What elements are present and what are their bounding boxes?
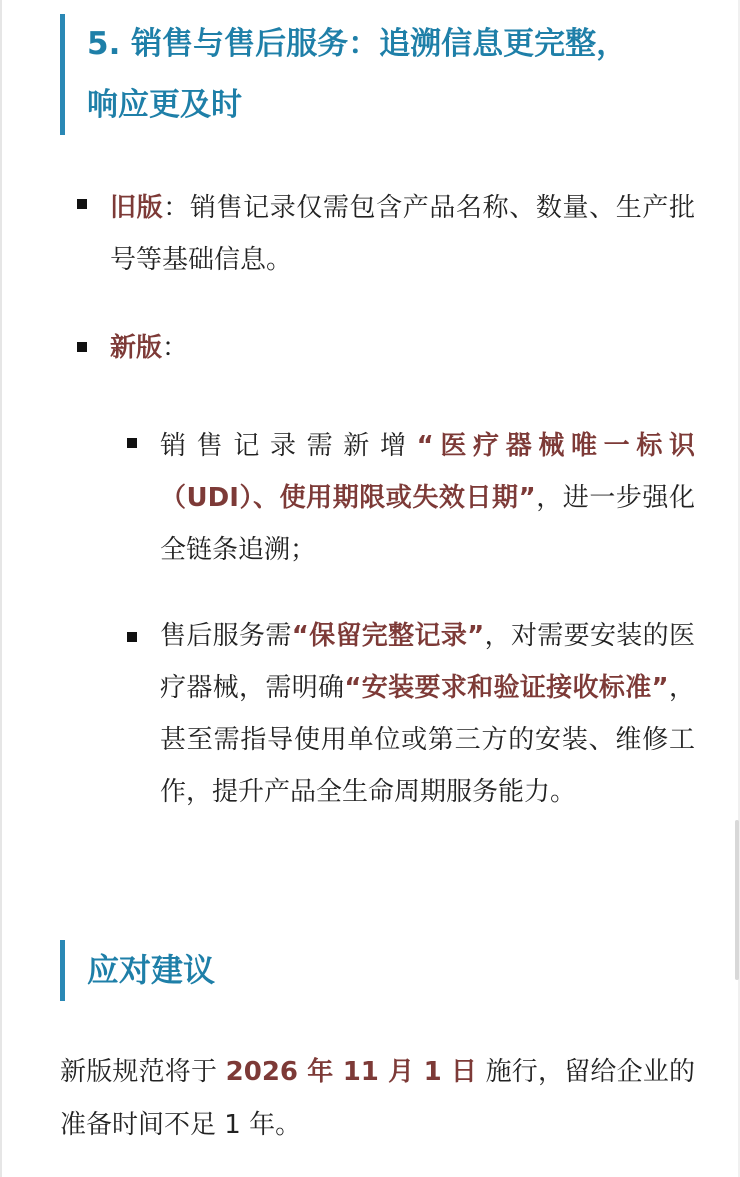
bullet-square-icon [127, 438, 137, 448]
bullet-square-icon [127, 632, 137, 642]
section-heading-line2: 响应更及时 [87, 87, 242, 123]
old-version-label: 旧版 [110, 193, 164, 223]
sub-list-item-sales-record [160, 420, 695, 576]
after-sales-highlight-records: “保留完整记录” [291, 621, 485, 651]
advice-paragraph [60, 1046, 695, 1152]
after-sales-pre: 售后服务需 [160, 621, 292, 651]
scrollbar-thumb[interactable] [735, 820, 739, 980]
old-version-colon: ： [163, 193, 190, 223]
old-version-text [110, 182, 695, 286]
new-version-colon: ： [162, 333, 189, 363]
new-version-text [110, 322, 695, 374]
section-heading-line1: 5. 销售与售后服务：追溯信息更完整， [87, 26, 628, 62]
after-sales-text [160, 610, 695, 818]
bullet-square-icon [77, 199, 87, 209]
after-sales-post: ，甚至需指导使用单位或第三方的安装、维修工作，提升产品全生命周期服务能力。 [160, 673, 695, 807]
section-heading-sales [60, 14, 700, 135]
bullet-square-icon [77, 342, 87, 352]
sales-record-pre: 销售记录需新增 [160, 431, 417, 461]
advice-pre: 新版规范将于 [60, 1057, 218, 1087]
advice-date: 2026 年 11 月 1 日 [225, 1057, 478, 1087]
sales-record-highlight: “医疗器械唯一标识（UDI）、使用期限或失效日期” [160, 431, 695, 513]
new-version-label: 新版 [110, 333, 163, 363]
sub-list-item-after-sales [160, 610, 695, 818]
list-item-new-version [110, 322, 695, 374]
list-item-old-version [110, 182, 695, 286]
section-heading-advice [60, 940, 700, 1001]
sales-record-text [160, 420, 695, 576]
page-left-edge [0, 0, 2, 1177]
advice-heading-text: 应对建议 [87, 951, 216, 989]
after-sales-mid: ，对需要安装的医疗器械，需明确 [160, 621, 695, 703]
advice-post: 施行，留给企业的准备时间不足 1 年。 [60, 1057, 695, 1140]
sales-record-post: ，进一步强化全链条追溯； [160, 483, 695, 565]
after-sales-highlight-standards: “安装要求和验证接收标准” [344, 673, 669, 703]
old-version-body: 销售记录仅需包含产品名称、数量、生产批号等基础信息。 [110, 193, 695, 275]
